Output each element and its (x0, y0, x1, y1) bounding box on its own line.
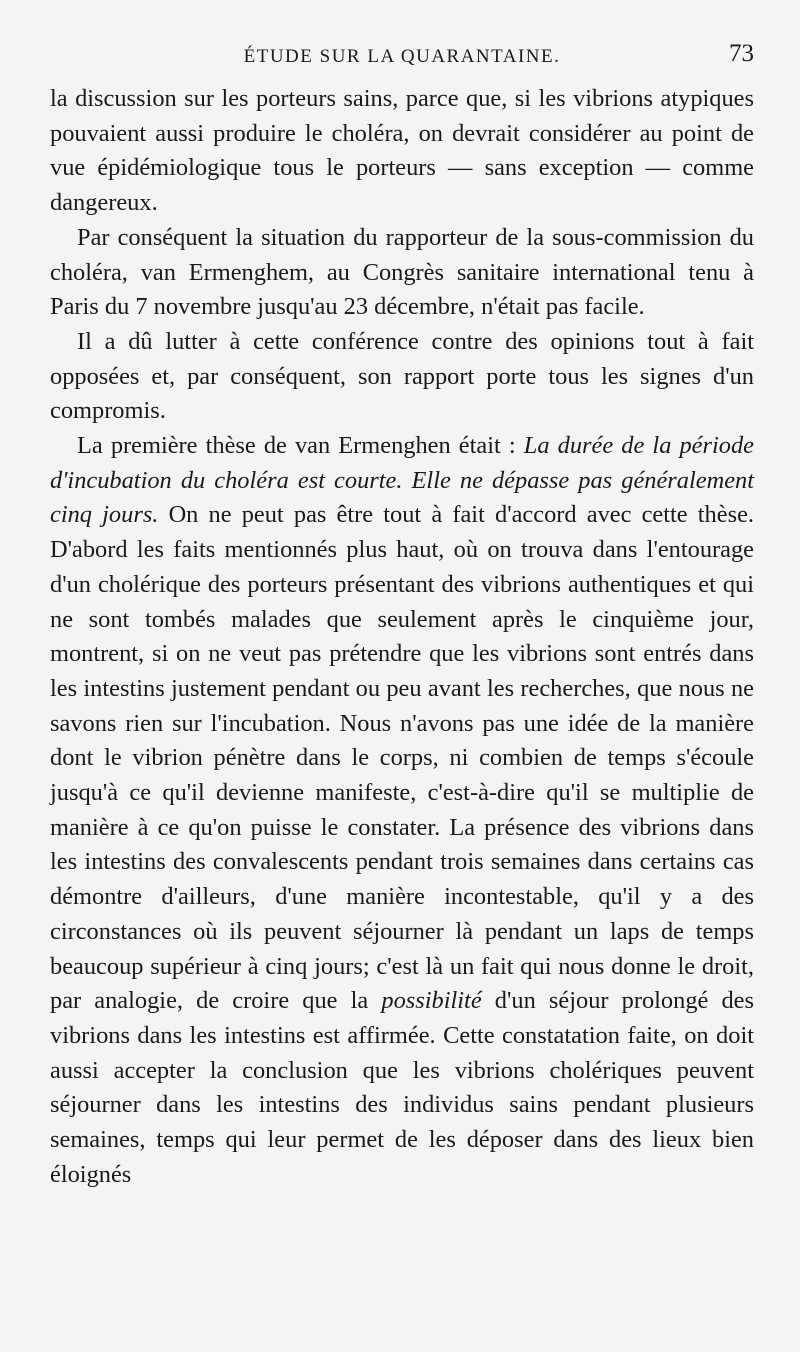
page-number: 73 (729, 40, 754, 67)
text-run: Par conséquent la situation du rapporteur de la sous-commission du choléra, van Ermenghem, au Congrès sanitaire international tenu à Paris du 7 novembre jusqu'au 23 décembre, n'était pas facile. (50, 223, 754, 321)
paragraph (50, 325, 754, 429)
paragraph-continuation (50, 82, 754, 221)
text-run: La première thèse de van Ermenghen était : (77, 432, 524, 460)
paragraph (50, 429, 754, 1192)
text-run: la discussion sur les porteurs sains, parce que, si les vibrions atypiques pouvaient aussi produire le choléra, on devrait considérer au point de vue épidémiologique tous le porteurs — sans exception — comme dangereux. (50, 85, 754, 217)
text-run: On ne peut pas être tout à fait d'accord avec cette thèse. D'abord les faits mentionnés plus haut, où on trouva dans l'entourage d'un cholérique des porteurs présentant des vibrions authentiques et qui ne sont tombés malades que seulement après le cinquième jour, montrent, si on ne veut pas prétendre que les vibrions sont entrés dans les intestins justement pendant ou peu avant les recherches, que nous ne savons rien sur l'incubation. Nous n'avons pas une idée de la manière dont le vibrion pénètre dans le corps, ni combien de temps s'écoule jusqu'à ce qu'il devienne manifeste, c'est-à-dire qu'il se multiplie de manière à ce qu'on puisse le constater. La présence des vibrions dans les intestins des convalescents pendant trois semaines dans certains cas démontre d'ailleurs, d'une manière incontestable, qu'il y a des circonstances où ils peuvent séjourner là pendant un laps de temps beaucoup supérieur à cinq jours; c'est là un fait qui nous donne le droit, par analogie, de croire que la (50, 501, 754, 1015)
text-run: Il a dû lutter à cette conférence contre des opinions tout à fait opposées et, par conséquent, son rapport porte tous les signes d'un compromis. (50, 327, 754, 425)
text-run: d'un séjour prolongé des vibrions dans les intestins est affirmée. Cette constatation faite, on doit aussi accepter la conclusion que les vibrions cholériques peuvent séjourner dans les intestins des individus sains pendant plusieurs semaines, temps qui leur permet de les déposer dans des lieux bien éloignés (50, 987, 754, 1188)
paragraph (50, 221, 754, 325)
running-head (50, 38, 754, 78)
running-title: ÉTUDE SUR LA QUARANTAINE. (243, 46, 561, 67)
italic-emphasis: possibilité (381, 987, 482, 1015)
italic-thesis-quote: La durée de la période d'incubation du choléra est courte. Elle ne dépasse pas généralement cinq jours. (50, 432, 754, 529)
body-text (50, 82, 754, 1193)
